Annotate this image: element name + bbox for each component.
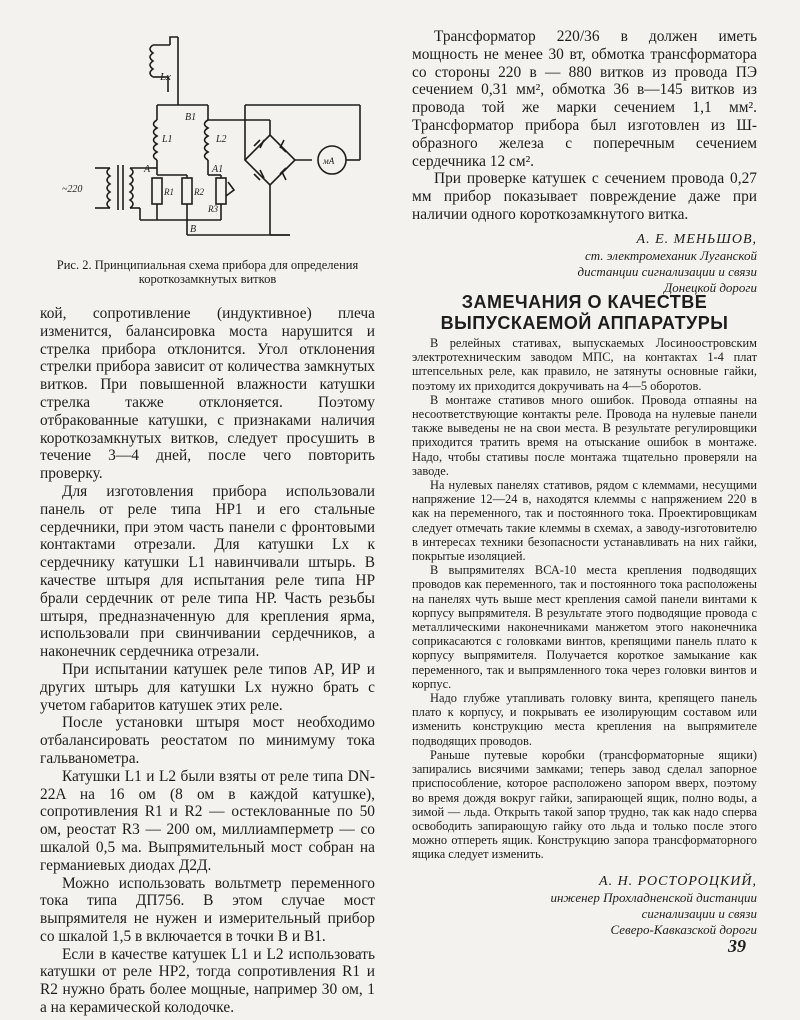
signature-block [412,874,757,938]
label-ma: мА [323,156,335,166]
paragraph: Для изготовления прибора использовали панель от реле типа НР1 и его стальные сердечники, при этом часть панели с фронтовыми контактами отрезали. Для катушки Lx к сердечнику катушки L1 навинчивали штырь. В качестве штыря для испытания реле типа НР брали сердечник от реле типа НР. Часть резьбы штыря, предназначенную для крепления ярма, использовали при свинчивании сердечников, а наконечник сердечника отрезали. [40,482,375,661]
signature-block [412,232,757,296]
circuit-diagram [40,20,375,290]
paragraph: Надо глубже утапливать головку винта, крепящего панель плато к корпусу, и покрывать ее изолирующим составом или изменить конструкцию места крепления на выпрямителе подводящих проводов. [412,691,757,748]
page-number: 39 [728,936,746,956]
right-column-text [412,28,757,296]
author-title: дистанции сигнализации и связи [577,263,757,279]
label-b1: B1 [185,112,197,123]
label-r2: R2 [194,187,204,197]
paragraph: Катушки L1 и L2 были взяты от реле типа DN-22A на 16 ом (8 ом в каждой катушке), сопротивления R1 и R2 — остеклованные по 50 ом, реостат R3 — 200 ом, миллиамперметр — со шкалой 0,5 ма. Выпрямительный мост собран на германиевых диодах Д2Д. [40,767,375,874]
author-title: Донецкой дороги [664,279,757,295]
paragraph: кой, сопротивление (индуктивное) плеча изменится, балансировка моста нарушится и стрелка прибора отклонится. Угол отклонения стрелки прибора зависит от количества замкнутых витков. При повышенной влажности катушки стрелка также отклоняется. Поэтому отбракованные катушки, с признаками наличия короткозамкнутых витков, следует просушить в течение 3—4 дней, после чего повторить проверку. [40,305,375,483]
label-lx: Lx [160,71,171,83]
paragraph: Трансформатор 220/36 в должен иметь мощность не менее 30 вт, обмотка трансформатора со стороны 220 в — 880 витков из провода ПЭ сечением 0,31 мм², обмотка 36 в—145 витков из провода той же марки сечением 1,1 мм². Трансформатор прибора был изготовлен из Ш-образного железа с поперечным сечением сердечника 12 см². [412,28,757,170]
left-column-text [40,305,375,1017]
paragraph: Если в качестве катушек L1 и L2 использовать катушки от реле НР2, тогда сопротивления R1 и R2 нужно брать более мощные, например 30 ом, 1 а на керамической колодочке. [40,945,375,1017]
label-a: A [144,164,151,175]
article-heading [412,292,757,334]
paragraph: Раньше путевые коробки (трансформаторные ящики) запирались висячими замками; теперь завод сделал запорное приспособление, которое расположено запором вверх, поэтому во время дождя вокруг гайки, запирающей ящик, полно воды, а зимой — льда. Открыть такой запор трудно, так как надо сперва освободить запирающую гайку ото льда и только после этого можно отпереть ящик. Конструкцию запора трансформаторного ящика следует изменить. [412,747,757,862]
paragraph: При испытании катушек реле типов АР, ИР и других штырь для катушки Lx нужно брать с учетом габаритов катушек этих реле. [40,660,375,714]
author-name: А. Е. МЕНЬШОВ, [636,231,757,247]
label-r1: R1 [164,187,174,197]
figure-caption: Рис. 2. Принципиальная схема прибора для определения короткозамкнутых витков [56,258,359,286]
paragraph: В монтаже стативов много ошибок. Провода отпаяны на несоответствующие контакты реле. Провода на нулевые панели также выведены не на свои места. В результате регулировщики приходится тратить время на отыскание ошибок в монтаже. Надо, чтобы стативы после монтажа тщательно проверяли на заводе. [412,392,757,478]
author-name: А. Н. РОСТОРОЦКИЙ, [599,874,757,889]
label-220: ~220 [62,184,83,195]
label-l2: L2 [216,134,227,145]
heading-line: ВЫПУСКАЕМОЙ АППАРАТУРЫ [440,313,729,333]
label-a1: A1 [212,164,224,175]
author-title: ст. электромеханик Луганской [584,247,757,263]
paragraph: После установки штыря мост необходимо отбалансировать реостатом по минимуму тока гальванометра. [40,714,375,767]
paragraph: В выпрямителях ВСА-10 места крепления подводящих проводов как переменного, так и постоянного тока расположены на панелях чуть выше мест крепления самой панели винтами к корпусу выпрямителя. В результате этого подводящие провода с металлическими наконечниками манжетом этого наконечника соприкасаются с головками винтов, крепящими панель плато к корпусу выпрямителя. Получается короткое замыкание как переменного, так и выпрямленного тока через головки винтов и корпус. [412,563,757,691]
label-b: B [190,224,197,235]
article-text [412,336,757,862]
heading-line: ЗАМЕЧАНИЯ О КАЧЕСТВЕ [461,292,708,312]
paragraph: При проверке катушек с сечением провода 0,27 мм прибор показывает повреждение даже при наличии одного короткозамкнутого витка. [412,170,757,223]
label-r3: R3 [208,204,218,214]
paragraph: На нулевых панелях стативов, рядом с клеммами, несущими напряжение 12—24 в, находятся клеммы с напряжением 220 в как на переменного, так и постоянного тока. Проектировщикам следует отмечать такие клеммы в схемах, а заводу-изготовителю в интересах техники безопасности устанавливать на них гайки, покрытые изоляцией. [412,478,757,564]
paragraph: В релейных стативах, выпускаемых Лосиноостровским электротехническим заводом МПС, на контактах 1-4 плат штепсельных реле, как правило, не затянуты основные гайки, поэтому их приходится докручивать на 4—5 оборотов. [412,336,757,393]
author-title: сигнализации и связи [641,906,757,921]
paragraph: Можно использовать вольтметр переменного тока типа ДП756. В этом случае мост выпрямителя не нужен и измерительный прибор со шкалой 1,5 в включается в точки В и В1. [40,874,375,945]
author-title: Северо-Кавказской дороги [610,922,757,937]
label-l1: L1 [162,134,173,145]
author-title: инженер Прохладненской дистанции [550,890,757,905]
